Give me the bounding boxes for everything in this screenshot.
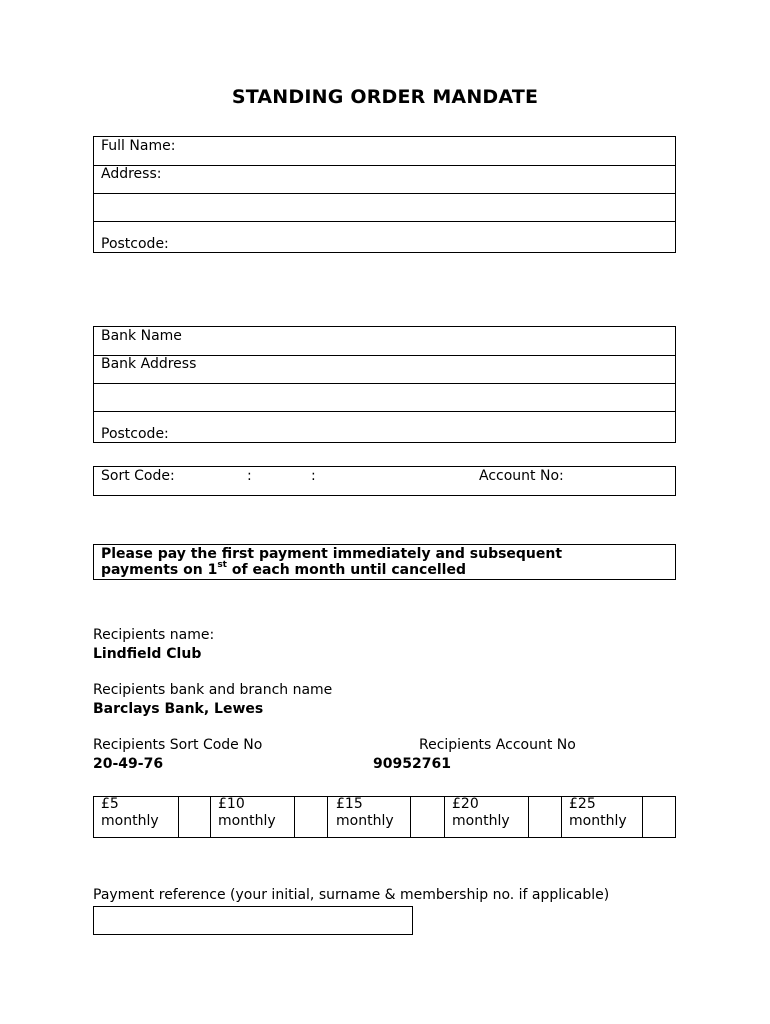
amount-checkbox-20[interactable] [529, 797, 561, 837]
amount-option-5: £5 monthly [101, 796, 159, 829]
address-line-2-field[interactable] [94, 193, 675, 221]
payment-reference-label: Payment reference (your initial, surname & membership no. if applicable) [93, 887, 610, 903]
account-no-label: Account No: [479, 468, 564, 484]
recipient-account-label: Recipients Account No [419, 737, 576, 753]
recipient-sort-code-value: 20-49-76 [93, 756, 164, 772]
amount-option-25: £25 monthly [569, 796, 627, 829]
recipient-name-value: Lindfield Club [93, 646, 202, 662]
instruction-line-1: Please pay the first payment immediately and subsequent [101, 546, 563, 562]
bank-address-field[interactable] [94, 355, 675, 383]
address-label: Address: [101, 166, 162, 182]
amount-options [93, 796, 676, 838]
recipient-bank-label: Recipients bank and branch name [93, 682, 333, 698]
amount-checkbox-15[interactable] [411, 797, 444, 837]
full-name-label: Full Name: [101, 138, 176, 154]
sort-code-separator-2: : [311, 468, 316, 484]
address-field[interactable] [94, 165, 675, 193]
recipient-name-label: Recipients name: [93, 627, 215, 643]
sort-code-label: Sort Code: [101, 468, 175, 484]
personal-details-box [93, 136, 676, 253]
payment-reference-input[interactable] [93, 906, 413, 935]
recipient-bank-value: Barclays Bank, Lewes [93, 701, 264, 717]
postcode-field[interactable] [94, 221, 675, 252]
bank-details-box [93, 326, 676, 443]
amount-option-10: £10 monthly [218, 796, 276, 829]
instruction-line-2: payments on 1st of each month until cancelled [101, 560, 466, 578]
bank-name-field[interactable] [94, 327, 675, 355]
postcode-label: Postcode: [101, 236, 169, 252]
bank-address-line-2-field[interactable] [94, 383, 675, 411]
amount-option-20: £20 monthly [452, 796, 510, 829]
sort-account-box[interactable] [93, 466, 676, 496]
full-name-field[interactable] [94, 137, 675, 165]
amount-option-15: £15 monthly [336, 796, 394, 829]
bank-address-label: Bank Address [101, 356, 197, 372]
recipient-sort-code-label: Recipients Sort Code No [93, 737, 263, 753]
bank-postcode-label: Postcode: [101, 426, 169, 442]
sort-code-separator-1: : [247, 468, 252, 484]
page-title: STANDING ORDER MANDATE [231, 86, 539, 108]
recipient-account-value: 90952761 [373, 756, 451, 772]
payment-instruction [93, 544, 676, 580]
bank-name-label: Bank Name [101, 328, 182, 344]
amount-checkbox-10[interactable] [295, 797, 327, 837]
amount-checkbox-5[interactable] [179, 797, 210, 837]
bank-postcode-field[interactable] [94, 411, 675, 442]
amount-checkbox-25[interactable] [643, 797, 675, 837]
